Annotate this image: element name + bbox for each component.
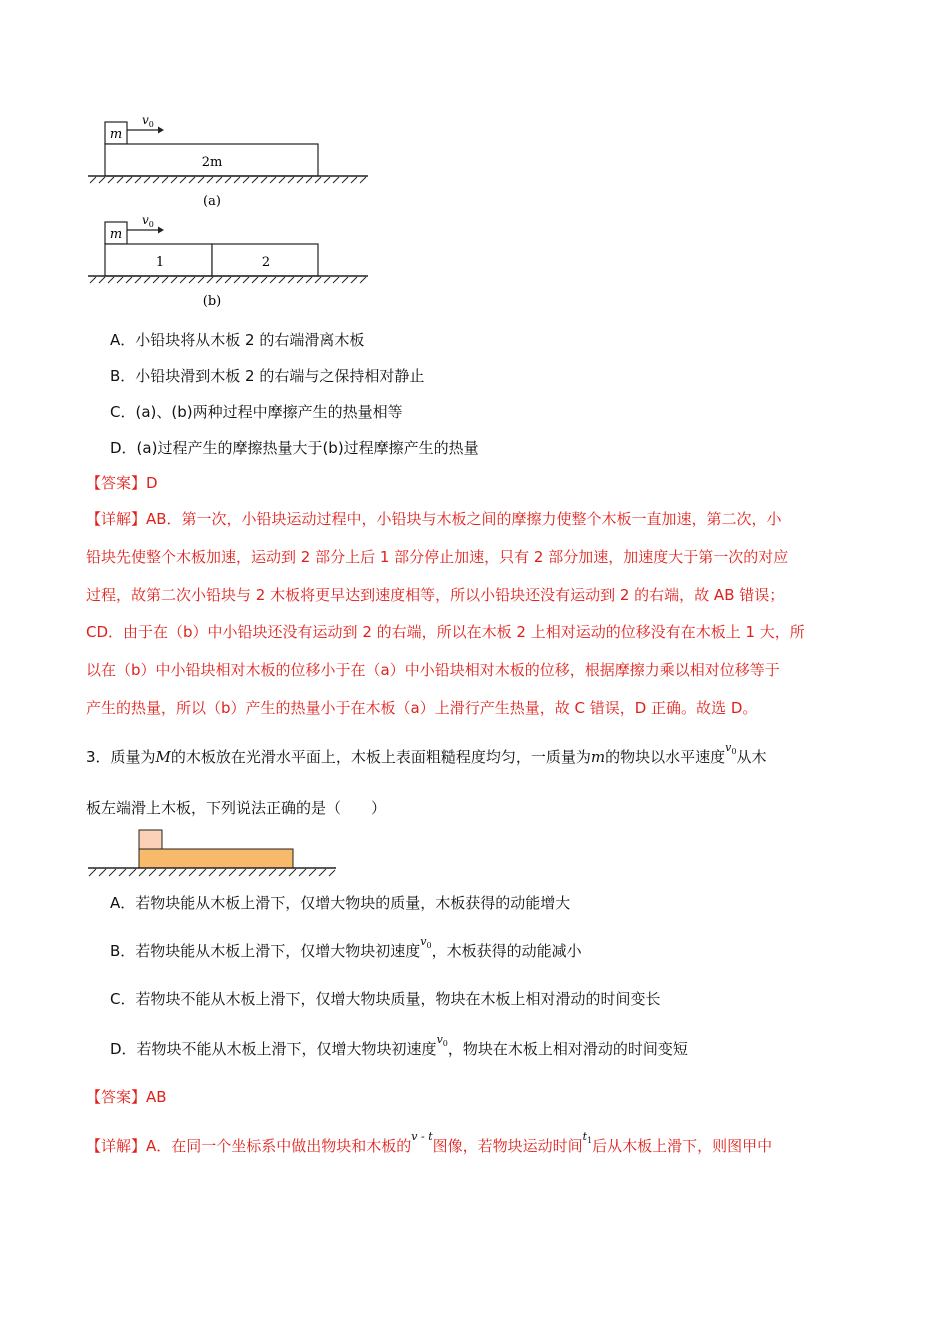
q3-block bbox=[139, 830, 162, 849]
q2-detail-line: 【详解】AB．第一次，小铅块运动过程中，小铅块与木板之间的摩擦力使整个木板一直加速，第二次，小 bbox=[86, 510, 782, 528]
block-label: m bbox=[109, 127, 123, 142]
board-label: 2m bbox=[201, 155, 223, 170]
q2-option-b: B．小铅块滑到木板 2 的右端与之保持相对静止 bbox=[110, 367, 425, 385]
q2-option-d: D．(a)过程产生的摩擦热量大于(b)过程摩擦产生的热量 bbox=[110, 439, 479, 457]
ground-hatch bbox=[90, 177, 366, 183]
block-label: m bbox=[109, 227, 123, 242]
q3-detail-line-1: 【详解】A．在同一个坐标系中做出物块和木板的$^{v - t}$图像，若物块运动时间$^{t_1}$后从木板上滑下，则图甲中 bbox=[86, 1130, 773, 1155]
q3-board bbox=[139, 849, 293, 868]
q2-detail-line: 产生的热量，所以（b）产生的热量小于在木板（a）上滑行产生热量，故 C 错误，D 正确。故选 D。 bbox=[86, 699, 758, 717]
caption-b: (b) bbox=[202, 294, 222, 309]
v0-symbol: v0 bbox=[436, 1033, 448, 1049]
caption-a: (a) bbox=[203, 194, 221, 208]
velocity-label: $v_0$ bbox=[142, 113, 154, 129]
vt-symbol: v - t bbox=[411, 1130, 433, 1143]
q2-answer: 【答案】D bbox=[86, 474, 158, 492]
q3-stem-line-1: 3．质量为M的木板放在光滑水平面上，木板上表面粗糙程度均匀，一质量为m的物块以水平速度$^{v_0}$从木 bbox=[86, 741, 767, 766]
q2-detail-line: 以在（b）中小铅块相对木板的位移小于在（a）中小铅块相对木板的位移，根据摩擦力乘以相对位移等于 bbox=[86, 661, 780, 679]
v0-symbol: v0 bbox=[725, 741, 737, 757]
figure-b bbox=[80, 208, 380, 310]
q2-detail-line: 过程，故第二次小铅块与 2 木板将更早达到速度相等，所以小铅块还没有运动到 2 的右端，故 AB 错误； bbox=[86, 586, 785, 604]
q3-option-d: D．若物块不能从木板上滑下，仅增大物块初速度$^{v_0}$，物块在木板上相对滑动的时间变短 bbox=[110, 1033, 688, 1058]
board2-label: 2 bbox=[261, 255, 271, 270]
q2-detail-line: CD．由于在（b）中小铅块还没有运动到 2 的右端，所以在木板 2 上相对运动的位移没有在木板上 1 大，所 bbox=[86, 623, 805, 641]
q3-stem-line-2: 板左端滑上木板，下列说法正确的是（ ） bbox=[86, 799, 387, 817]
q3-option-a: A．若物块能从木板上滑下，仅增大物块的质量，木板获得的动能增大 bbox=[110, 894, 571, 912]
q3-figure bbox=[86, 826, 338, 878]
q2-detail-line: 铅块先使整个木板加速，运动到 2 部分上后 1 部分停止加速，只有 2 部分加速，加速度大于第一次的对应 bbox=[86, 548, 789, 566]
q2-option-a: A．小铅块将从木板 2 的右端滑离木板 bbox=[110, 331, 365, 349]
q2-option-c: C．(a)、(b)两种过程中摩擦产生的热量相等 bbox=[110, 403, 403, 421]
q3-ground-hatch bbox=[89, 869, 335, 876]
board1-label: 1 bbox=[155, 255, 165, 270]
ground-hatch bbox=[90, 277, 366, 283]
q3-answer: 【答案】AB bbox=[86, 1088, 167, 1106]
v0-symbol: v0 bbox=[420, 935, 432, 951]
q3-option-c: C．若物块不能从木板上滑下，仅增大物块质量，物块在木板上相对滑动的时间变长 bbox=[110, 990, 661, 1008]
t1-symbol: t1 bbox=[582, 1130, 593, 1146]
figure-a bbox=[80, 108, 380, 208]
velocity-label: $v_0$ bbox=[142, 213, 154, 229]
q3-option-b: B．若物块能从木板上滑下，仅增大物块初速度$^{v_0}$，木板获得的动能减小 bbox=[110, 935, 582, 960]
